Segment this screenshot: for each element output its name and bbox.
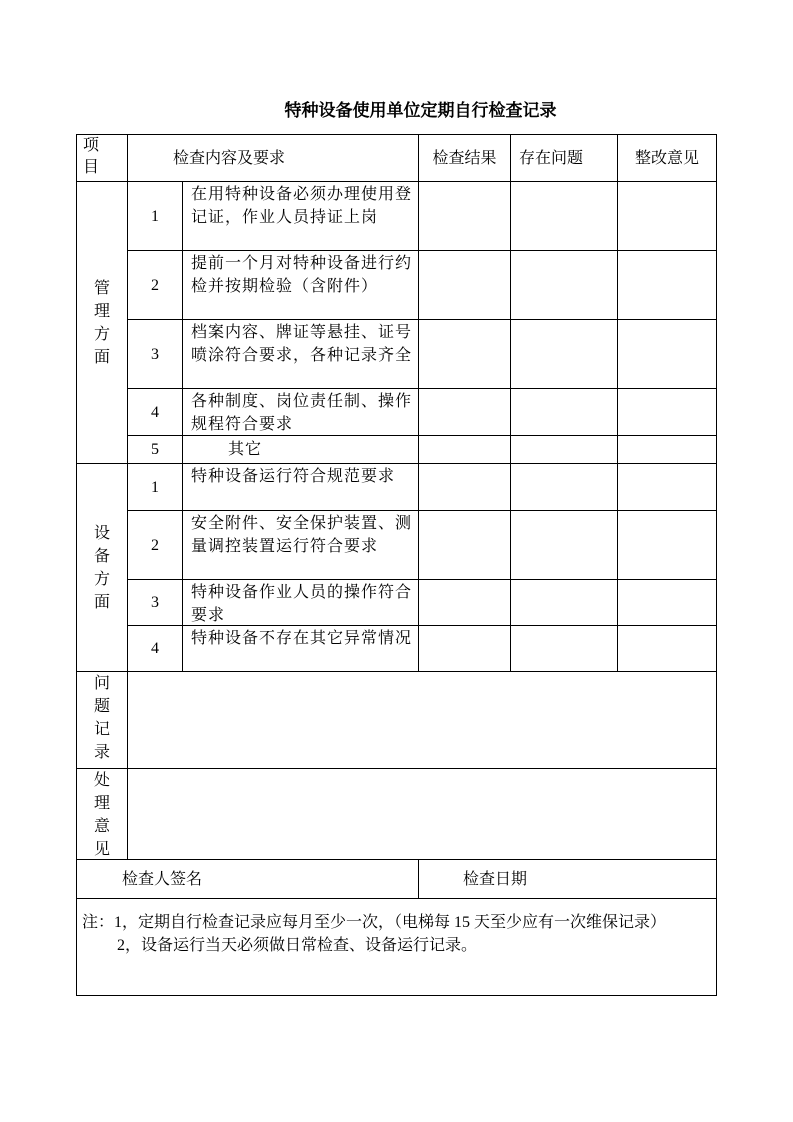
row-number: 4	[127, 625, 183, 672]
row-result-field[interactable]	[418, 463, 511, 511]
row-rectify-field[interactable]	[617, 435, 717, 464]
row-number: 3	[127, 319, 183, 389]
header-content: 检查内容及要求	[127, 134, 419, 182]
row-problem-field[interactable]	[510, 250, 618, 320]
row-number: 2	[127, 510, 183, 580]
row-number: 4	[127, 388, 183, 436]
header-problem: 存在问题	[510, 134, 618, 182]
row-requirement: 提前一个月对特种设备进行约检并按期检验（含附件）	[182, 250, 419, 320]
note-2: 2，设备运行当天必须做日常检查、设备运行记录。	[117, 937, 478, 954]
note-1: 注：1，定期自行检查记录应每月至少一次，（电梯每 15 天至少应有一次维保记录）	[82, 914, 667, 931]
header-item-label: 项目	[83, 137, 100, 176]
inspection-date-field[interactable]	[418, 859, 717, 899]
row-problem-field[interactable]	[510, 579, 618, 626]
row-rectify-field[interactable]	[617, 181, 717, 251]
row-number: 2	[127, 250, 183, 320]
row-result-field[interactable]	[418, 435, 511, 464]
problem-record-label-cell	[76, 671, 128, 769]
row-requirement: 在用特种设备必须办理使用登记证，作业人员持证上岗	[182, 181, 419, 251]
row-result-field[interactable]	[418, 579, 511, 626]
header-item	[76, 134, 128, 182]
row-requirement: 安全附件、安全保护装置、测量调控装置运行符合要求	[182, 510, 419, 580]
row-rectify-field[interactable]	[617, 579, 717, 626]
row-rectify-field[interactable]	[617, 510, 717, 580]
section-label: 管理方面	[93, 279, 110, 366]
inspector-signature-field[interactable]	[76, 859, 419, 899]
handling-opinion-label-cell	[76, 768, 128, 860]
row-number: 1	[127, 181, 183, 251]
row-result-field[interactable]	[418, 625, 511, 672]
handling-opinion-label: 处理意见	[93, 772, 110, 858]
inspector-signature-label: 检查人签名	[122, 870, 203, 888]
row-rectify-field[interactable]	[617, 625, 717, 672]
row-problem-field[interactable]	[510, 510, 618, 580]
page-title: 特种设备使用单位定期自行检查记录	[284, 101, 557, 121]
row-requirement: 特种设备运行符合规范要求	[182, 463, 419, 511]
row-result-field[interactable]	[418, 510, 511, 580]
row-rectify-field[interactable]	[617, 463, 717, 511]
problem-record-field[interactable]	[127, 671, 717, 769]
header-rectify: 整改意见	[617, 134, 717, 182]
row-result-field[interactable]	[418, 181, 511, 251]
row-requirement: 其它	[182, 435, 419, 464]
row-problem-field[interactable]	[510, 181, 618, 251]
row-problem-field[interactable]	[510, 435, 618, 464]
section-label: 设备方面	[93, 524, 110, 611]
row-number: 3	[127, 579, 183, 626]
row-rectify-field[interactable]	[617, 319, 717, 389]
row-result-field[interactable]	[418, 388, 511, 436]
row-problem-field[interactable]	[510, 463, 618, 511]
row-number: 5	[127, 435, 183, 464]
row-result-field[interactable]	[418, 319, 511, 389]
row-requirement: 档案内容、牌证等悬挂、证号喷涂符合要求，各种记录齐全	[182, 319, 419, 389]
row-requirement: 各种制度、岗位责任制、操作规程符合要求	[182, 388, 419, 436]
section-equipment	[76, 463, 128, 672]
row-result-field[interactable]	[418, 250, 511, 320]
handling-opinion-field[interactable]	[127, 768, 717, 860]
row-problem-field[interactable]	[510, 388, 618, 436]
section-management	[76, 181, 128, 464]
row-requirement: 特种设备作业人员的操作符合要求	[182, 579, 419, 626]
problem-record-label: 问题记录	[93, 675, 110, 761]
row-rectify-field[interactable]	[617, 388, 717, 436]
row-problem-field[interactable]	[510, 625, 618, 672]
row-rectify-field[interactable]	[617, 250, 717, 320]
row-problem-field[interactable]	[510, 319, 618, 389]
notes	[76, 898, 717, 996]
inspection-date-label: 检查日期	[463, 870, 528, 888]
header-result: 检查结果	[418, 134, 511, 182]
row-requirement: 特种设备不存在其它异常情况	[182, 625, 419, 672]
row-number: 1	[127, 463, 183, 511]
